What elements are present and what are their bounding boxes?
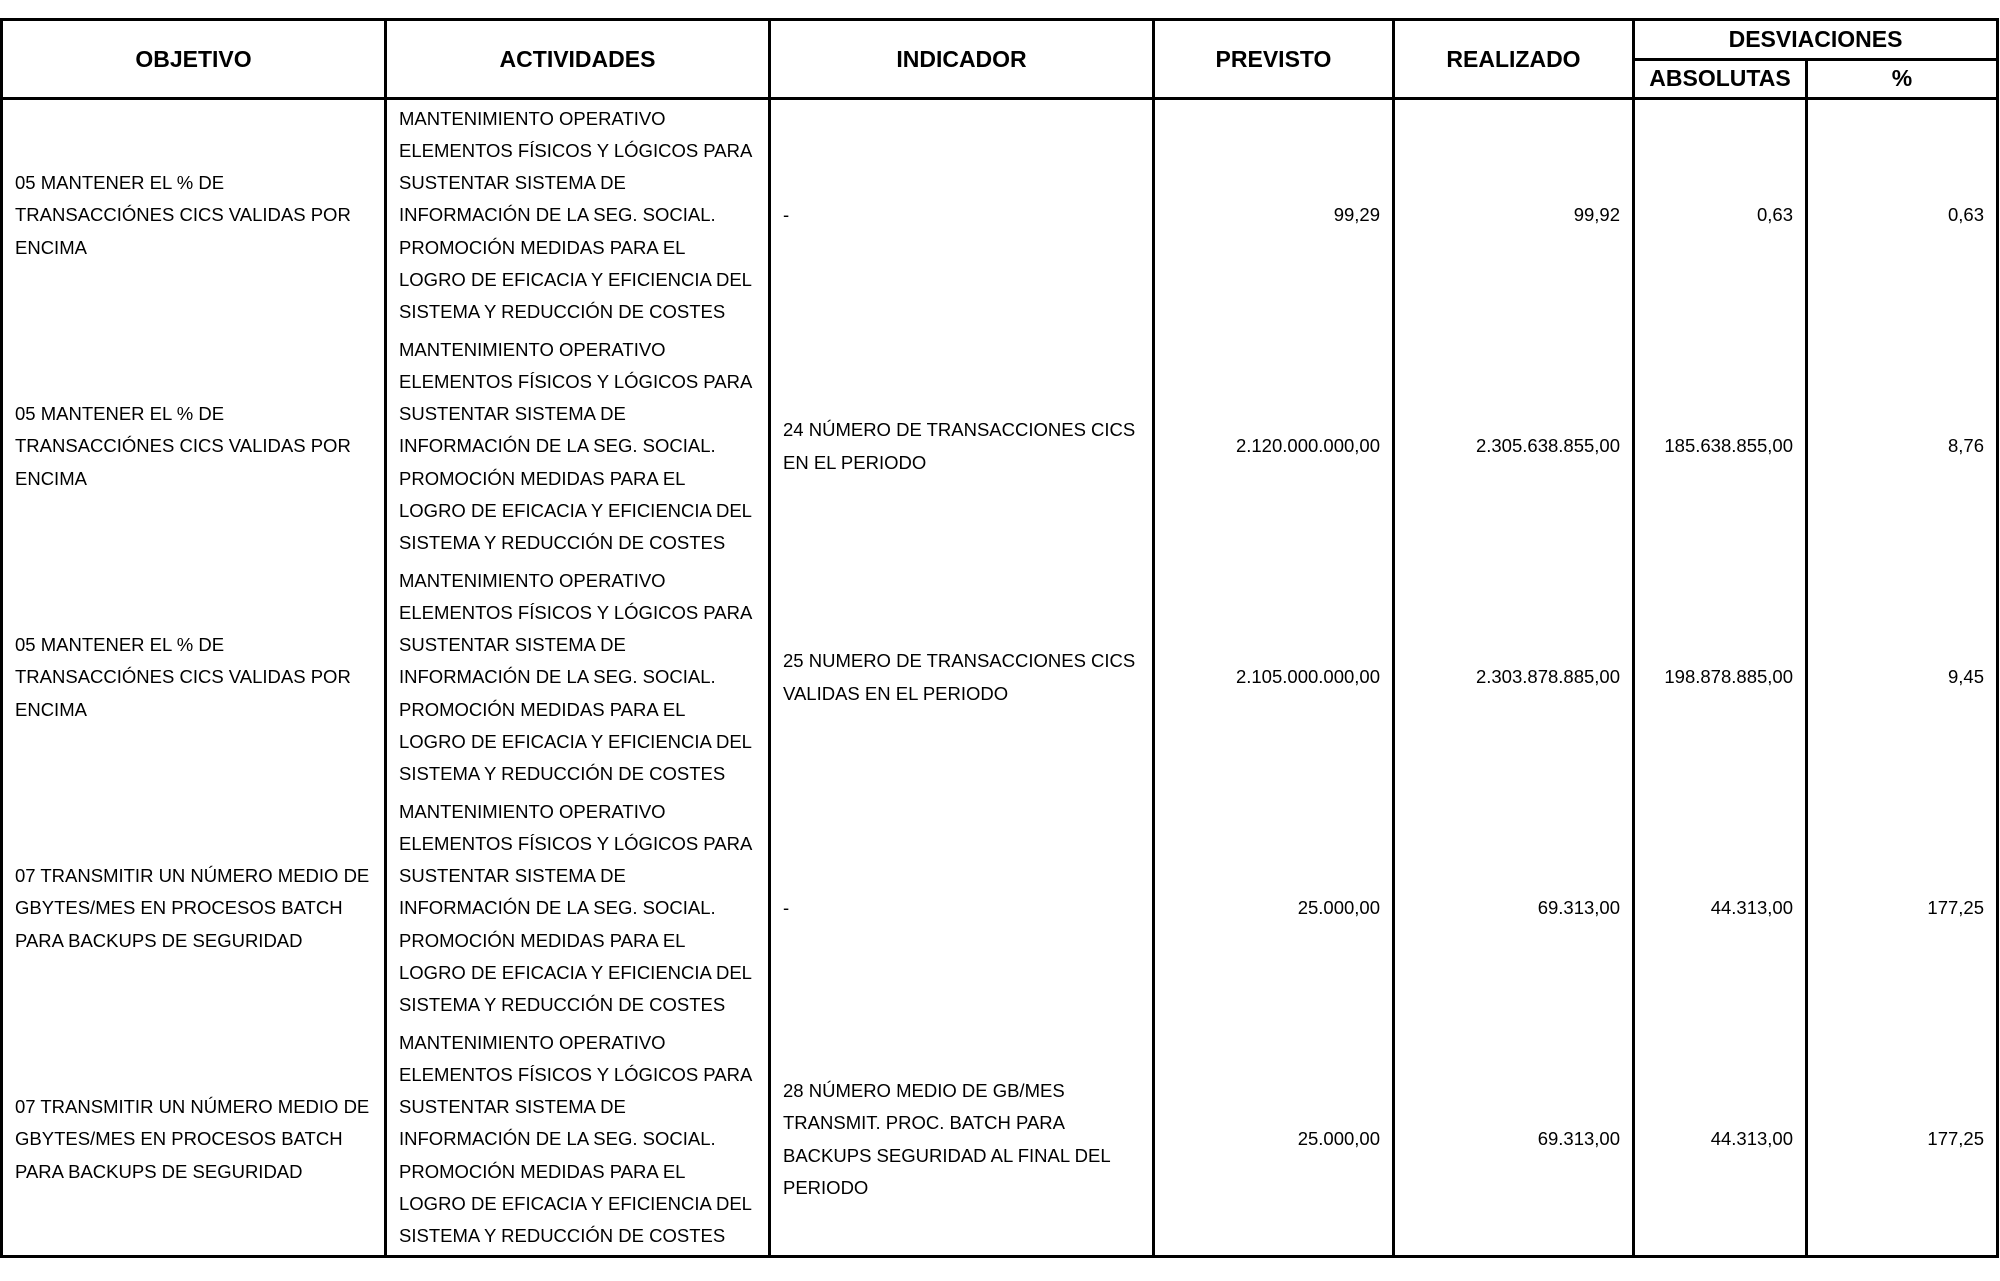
table-row [2,793,1998,1024]
table-row [2,562,1998,793]
table-row [2,331,1998,562]
cell-realizado: 69.313,00 [1394,1024,1634,1257]
cell-previsto: 25.000,00 [1154,1024,1394,1257]
header-desviaciones: DESVIACIONES [1634,20,1998,60]
header-previsto: PREVISTO [1154,20,1394,99]
cell-actividades: MANTENIMIENTO OPERATIVO ELEMENTOS FÍSICOS Y LÓGICOS PARA SUSTENTAR SISTEMA DE INFORMACIÓN DE LA SEG. SOCIAL. PROMOCIÓN MEDIDAS PARA EL LOGRO DE EFICACIA Y EFICIENCIA DEL SISTEMA Y REDUCCIÓN DE COSTES [386,99,770,332]
cell-absolutas: 185.638.855,00 [1634,331,1807,562]
cell-previsto: 2.120.000.000,00 [1154,331,1394,562]
cell-objetivo: 07 TRANSMITIR UN NÚMERO MEDIO DE GBYTES/MES EN PROCESOS BATCH PARA BACKUPS DE SEGURIDAD [2,793,386,1024]
cell-porcentaje: 9,45 [1807,562,1998,793]
header-indicador: INDICADOR [770,20,1154,99]
cell-indicador: 24 NÚMERO DE TRANSACCIONES CICS EN EL PERIODO [770,331,1154,562]
header-realizado: REALIZADO [1394,20,1634,99]
cell-realizado: 69.313,00 [1394,793,1634,1024]
cell-realizado: 2.305.638.855,00 [1394,331,1634,562]
cell-actividades: MANTENIMIENTO OPERATIVO ELEMENTOS FÍSICOS Y LÓGICOS PARA SUSTENTAR SISTEMA DE INFORMACIÓN DE LA SEG. SOCIAL. PROMOCIÓN MEDIDAS PARA EL LOGRO DE EFICACIA Y EFICIENCIA DEL SISTEMA Y REDUCCIÓN DE COSTES [386,331,770,562]
cell-porcentaje: 177,25 [1807,1024,1998,1257]
cell-objetivo: 05 MANTENER EL % DE TRANSACCIÓNES CICS VALIDAS POR ENCIMA [2,562,386,793]
cell-actividades: MANTENIMIENTO OPERATIVO ELEMENTOS FÍSICOS Y LÓGICOS PARA SUSTENTAR SISTEMA DE INFORMACIÓN DE LA SEG. SOCIAL. PROMOCIÓN MEDIDAS PARA EL LOGRO DE EFICACIA Y EFICIENCIA DEL SISTEMA Y REDUCCIÓN DE COSTES [386,1024,770,1257]
header-absolutas: ABSOLUTAS [1634,59,1807,99]
cell-indicador: - [770,99,1154,332]
table-body [2,99,1998,1257]
cell-actividades: MANTENIMIENTO OPERATIVO ELEMENTOS FÍSICOS Y LÓGICOS PARA SUSTENTAR SISTEMA DE INFORMACIÓN DE LA SEG. SOCIAL. PROMOCIÓN MEDIDAS PARA EL LOGRO DE EFICACIA Y EFICIENCIA DEL SISTEMA Y REDUCCIÓN DE COSTES [386,793,770,1024]
cell-actividades: MANTENIMIENTO OPERATIVO ELEMENTOS FÍSICOS Y LÓGICOS PARA SUSTENTAR SISTEMA DE INFORMACIÓN DE LA SEG. SOCIAL. PROMOCIÓN MEDIDAS PARA EL LOGRO DE EFICACIA Y EFICIENCIA DEL SISTEMA Y REDUCCIÓN DE COSTES [386,562,770,793]
cell-objetivo: 05 MANTENER EL % DE TRANSACCIÓNES CICS VALIDAS POR ENCIMA [2,331,386,562]
cell-realizado: 99,92 [1394,99,1634,332]
cell-absolutas: 0,63 [1634,99,1807,332]
table-row [2,99,1998,332]
objectives-table [0,18,1999,1258]
cell-previsto: 25.000,00 [1154,793,1394,1024]
cell-objetivo: 05 MANTENER EL % DE TRANSACCIÓNES CICS VALIDAS POR ENCIMA [2,99,386,332]
cell-porcentaje: 8,76 [1807,331,1998,562]
cell-objetivo: 07 TRANSMITIR UN NÚMERO MEDIO DE GBYTES/MES EN PROCESOS BATCH PARA BACKUPS DE SEGURIDAD [2,1024,386,1257]
cell-porcentaje: 0,63 [1807,99,1998,332]
cell-porcentaje: 177,25 [1807,793,1998,1024]
report-sheet [0,18,1999,1258]
header-objetivo: OBJETIVO [2,20,386,99]
cell-realizado: 2.303.878.885,00 [1394,562,1634,793]
cell-previsto: 99,29 [1154,99,1394,332]
header-porcentaje: % [1807,59,1998,99]
cell-indicador: 28 NÚMERO MEDIO DE GB/MES TRANSMIT. PROC. BATCH PARA BACKUPS SEGURIDAD AL FINAL DEL PERIODO [770,1024,1154,1257]
cell-indicador: 25 NUMERO DE TRANSACCIONES CICS VALIDAS EN EL PERIODO [770,562,1154,793]
table-row [2,1024,1998,1257]
cell-absolutas: 44.313,00 [1634,1024,1807,1257]
cell-absolutas: 198.878.885,00 [1634,562,1807,793]
header-actividades: ACTIVIDADES [386,20,770,99]
cell-previsto: 2.105.000.000,00 [1154,562,1394,793]
cell-absolutas: 44.313,00 [1634,793,1807,1024]
cell-indicador: - [770,793,1154,1024]
table-header [2,20,1998,99]
